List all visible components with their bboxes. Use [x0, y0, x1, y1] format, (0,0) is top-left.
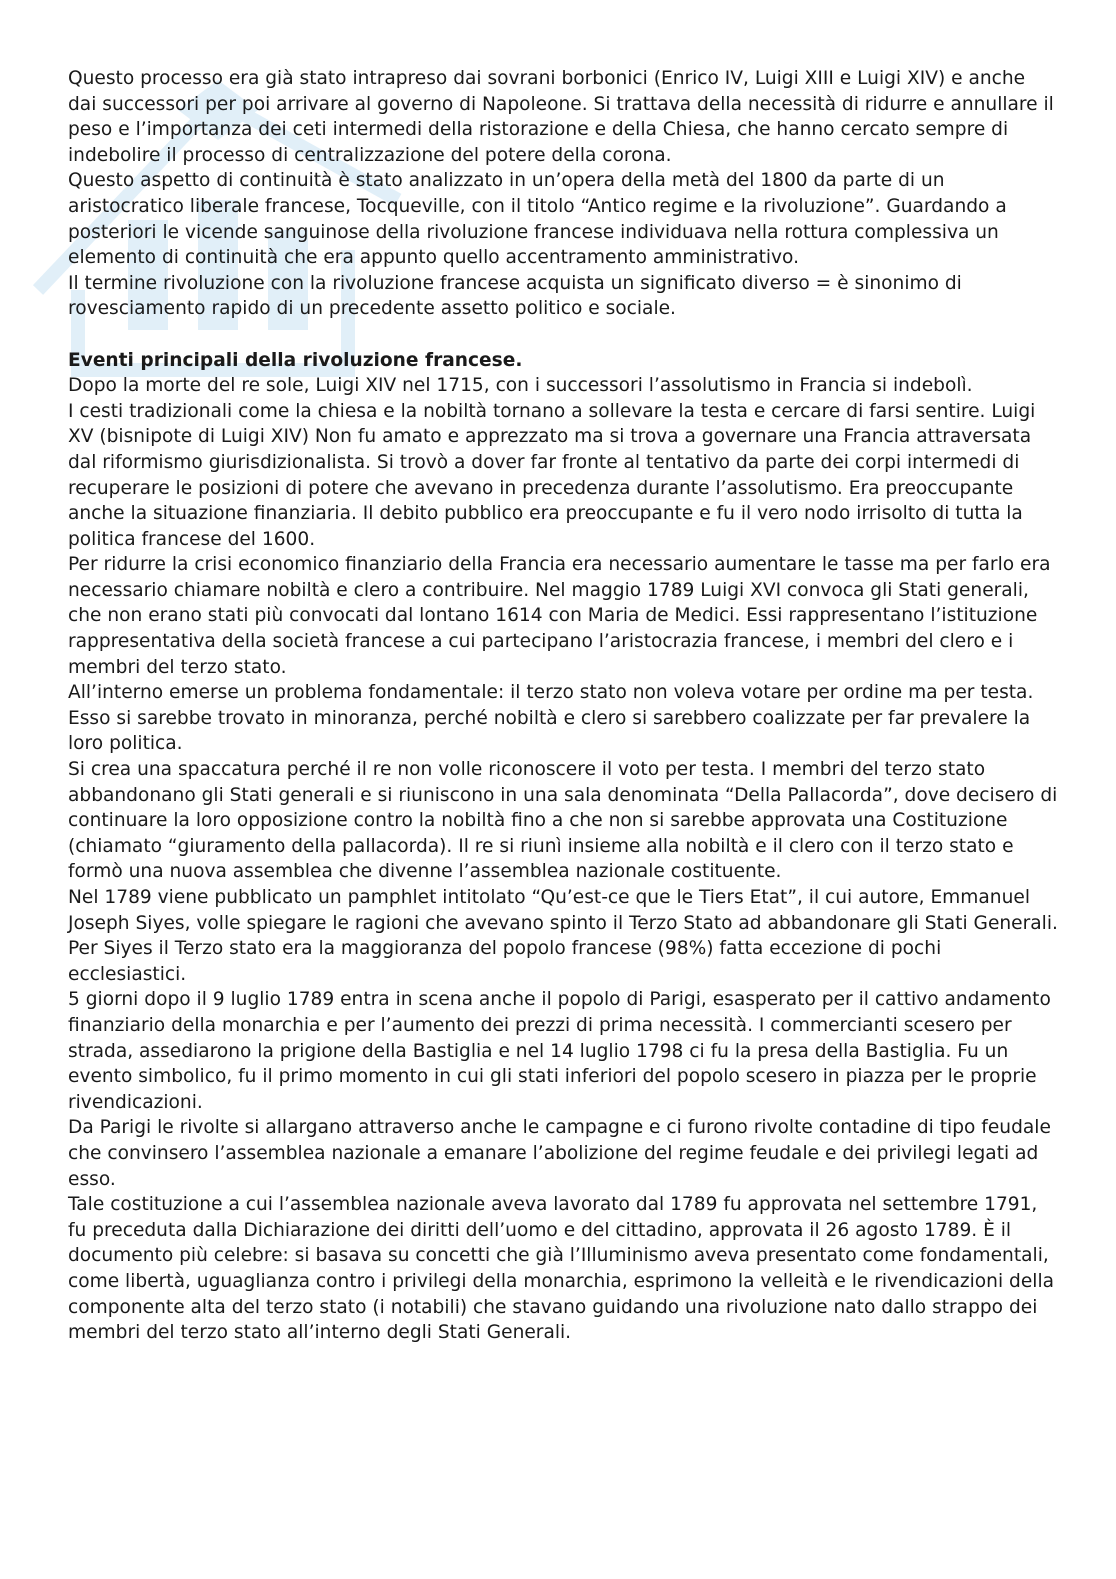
section-paragraph-6: Nel 1789 viene pubblicato un pamphlet intitolato “Qu’est-ce que le Tiers Etat”, il cui autore, Emmanuel Joseph Siyes, volle spiegare le ragioni che avevano spinto il Terzo Stato ad abbandonare gli Stati Generali. Per Siyes il Terzo stato era la maggioranza del popolo francese (98%) fatta eccezione di pochi ecclesiastici. — [68, 887, 1058, 985]
section-paragraph-8: Da Parigi le rivolte si allargano attraverso anche le campagne e ci furono rivolte contadine di tipo feudale che convinsero l’assemblea nazionale a emanare l’abolizione del regime feudale e dei privilegi legati ad esso. — [68, 1117, 1051, 1190]
intro-paragraph-1: Questo processo era già stato intrapreso dai sovrani borbonici (Enrico IV, Luigi XIII e Luigi XIV) e anche dai successori per poi arrivare al governo di Napoleone. Si trattava della necessità di ridurre e annullare il peso e l’importanza dei ceti intermedi della ristorazione e della Chiesa, che hanno cercato sempre di indebolire il processo di centralizzazione del potere della corona. — [68, 68, 1054, 166]
intro-paragraph-3: Il termine rivoluzione con la rivoluzione francese acquista un significato diverso = è sinonimo di rovesciamento rapido di un precedente assetto politico e sociale. — [68, 272, 962, 320]
section-paragraph-7: 5 giorni dopo il 9 luglio 1789 entra in scena anche il popolo di Parigi, esasperato per il cattivo andamento finanziario della monarchia e per l’aumento dei prezzi di prima necessità. I commercianti scesero per strada, assediarono la prigione della Bastiglia e nel 14 luglio 1798 ci fu la presa della Bastiglia. Fu un evento simbolico, fu il primo momento in cui gli stati inferiori del popolo scesero in piazza per le proprie rivendicazioni. — [68, 989, 1051, 1113]
section-paragraph-4: All’interno emerse un problema fondamentale: il terzo stato non voleva votare per ordine ma per testa. Esso si sarebbe trovato in minoranza, perché nobiltà e clero si sarebbero coalizzate per far prevalere la loro politica. — [68, 682, 1034, 755]
section-paragraph-1: Dopo la morte del re sole, Luigi XIV nel 1715, con i successori l’assolutismo in Francia si indebolì. — [68, 375, 973, 397]
section-paragraph-5: Si crea una spaccatura perché il re non volle riconoscere il voto per testa. I membri del terzo stato abbandonano gli Stati generali e si riuniscono in una sala denominata “Della Pallacorda”, dove decisero di continuare la loro opposizione contro la nobiltà fino a che non si sarebbe approvata una Costituzione (chiamato “giuramento della pallacorda). Il re si riunì insieme alla nobiltà e il clero con il terzo stato e formò una nuova assemblea che divenne l’assemblea nazionale costituente. — [68, 759, 1058, 883]
section-heading: Eventi principali della rivoluzione francese. — [68, 349, 523, 371]
section-paragraph-3: Per ridurre la crisi economico finanziario della Francia era necessario aumentare le tasse ma per farlo era necessario chiamare nobiltà e clero a contribuire. Nel maggio 1789 Luigi XVI convoca gli Stati generali, che non erano stati più convocati dal lontano 1614 con Maria de Medici. Essi rappresentano l’istituzione rappresentativa della società francese a cui partecipano l’aristocrazia francese, i membri del clero e i membri del terzo stato. — [68, 554, 1051, 678]
paragraph-spacer — [68, 322, 1058, 348]
section-paragraph-2: I cesti tradizionali come la chiesa e la nobiltà tornano a sollevare la testa e cercare di farsi sentire. Luigi XV (bisnipote di Luigi XIV) Non fu amato e apprezzato ma si trova a governare una Francia attraversata dal riformismo giurisdizionalista. Si trovò a dover far fronte al tentativo da parte dei corpi intermedi di recuperare le posizioni di potere che avevano in precedenza durante l’assolutismo. Era preoccupante anche la situazione finanziaria. Il debito pubblico era preoccupante e fu il vero nodo irrisolto di tutta la politica francese del 1600. — [68, 400, 1036, 550]
intro-paragraph-2: Questo aspetto di continuità è stato analizzato in un’opera della metà del 1800 da parte di un aristocratico liberale francese, Tocqueville, con il titolo “Antico regime e la rivoluzione”. Guardando a posteriori le vicende sanguinose della rivoluzione francese individuava nella rottura complessiva un elemento di continuità che era appunto quello accentramento amministrativo. — [68, 170, 1007, 269]
document-body — [68, 66, 1058, 1346]
section-paragraph-9: Tale costituzione a cui l’assemblea nazionale aveva lavorato dal 1789 fu approvata nel settembre 1791, fu preceduta dalla Dichiarazione dei diritti dell’uomo e del cittadino, approvata il 26 agosto 1789. È il documento più celebre: si basava su concetti che già l’Illuminismo aveva presentato come fondamentali, come libertà, uguaglianza contro i privilegi della monarchia, esprimono la velleità e le rivendicazioni della componente alta del terzo stato (i notabili) che stavano guidando una rivoluzione nato dallo strappo dei membri del terzo stato all’interno degli Stati Generali. — [68, 1194, 1055, 1344]
